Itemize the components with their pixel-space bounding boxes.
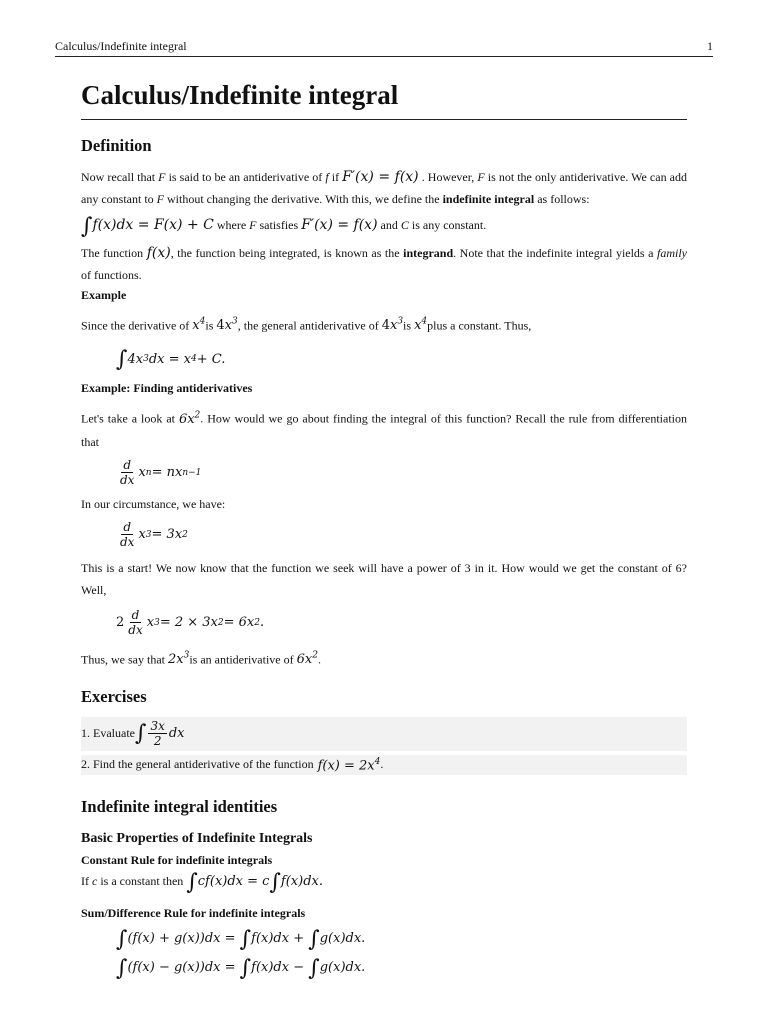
thus-paragraph xyxy=(81,645,687,671)
coef: 4 xyxy=(216,318,225,334)
math: (f(x) − g(x))dx = xyxy=(127,959,236,975)
constant-rule-line xyxy=(81,868,687,896)
term-indefinite-integral: indefinite integral xyxy=(442,192,535,206)
var-F: F xyxy=(477,170,485,184)
math-x: x xyxy=(224,318,233,334)
page-title: Calculus/Indefinite integral xyxy=(81,80,687,120)
math: 2x xyxy=(167,651,184,667)
circumstance-text: In our circumstance, we have: xyxy=(81,496,226,511)
math-6x2 xyxy=(297,652,318,667)
text: Let's take a look at xyxy=(81,411,179,426)
var-F: F xyxy=(158,170,166,184)
text: . How would we go about finding the integral of this function? Recall the rule from differentiation that xyxy=(81,411,687,449)
text: is not the only antiderivative. We can add any constant to xyxy=(81,170,687,206)
fraction-d-dx xyxy=(126,608,144,637)
math-2x3 xyxy=(168,652,189,667)
denominator: dx xyxy=(120,473,135,488)
definition-paragraph xyxy=(81,166,687,210)
numerator: d xyxy=(123,520,132,535)
text: as follows: xyxy=(534,192,590,206)
math-fx: f(x) xyxy=(146,245,171,261)
text: , the function being integrated, is known as the xyxy=(170,246,404,260)
text: satisfies xyxy=(256,218,302,232)
exp: 3 xyxy=(397,317,404,327)
math: x xyxy=(146,615,155,631)
math: 6x xyxy=(178,411,195,427)
sum-rule-heading: Sum/Difference Rule for indefinite integrals xyxy=(81,905,306,920)
exercise-1-text: 1. Evaluate xyxy=(81,726,135,741)
integral-sign: ∫ xyxy=(308,955,320,981)
math: g(x)dx. xyxy=(319,959,366,975)
integral-sign: ∫ xyxy=(269,869,281,895)
text: is an antiderivative of xyxy=(189,651,297,666)
basic-properties-heading: Basic Properties of Indefinite Integrals xyxy=(81,830,313,846)
text: is a constant then xyxy=(97,873,187,888)
text: is said to be an antiderivative of xyxy=(165,170,326,184)
term-integrand: integrand xyxy=(403,246,454,260)
exp: 4 xyxy=(199,317,206,327)
fraction-d-dx xyxy=(118,458,136,487)
text: . Note that the indefinite integral yields a xyxy=(453,246,657,260)
exp: 2 xyxy=(217,617,224,628)
integral-sign: ∫ xyxy=(308,926,320,952)
exp: 3 xyxy=(183,650,190,661)
math-x: x xyxy=(389,318,398,334)
exp: 4 xyxy=(190,354,197,365)
text: The function xyxy=(81,246,147,260)
numerator: d xyxy=(123,458,132,473)
integral-sign: ∫ xyxy=(134,721,147,747)
running-header xyxy=(55,38,713,57)
text: If xyxy=(81,873,92,888)
example-paragraph xyxy=(81,311,687,337)
text: plus a constant. Thus, xyxy=(427,318,532,333)
math: = 2 × 3x xyxy=(159,615,218,631)
math: cf(x)dx = c xyxy=(197,873,270,889)
integral-sign: ∫ xyxy=(116,346,128,372)
math: f(x)dx − xyxy=(251,959,305,975)
page-number: 1 xyxy=(707,39,713,53)
example2-heading: Example: Finding antiderivatives xyxy=(81,381,253,396)
page-body xyxy=(81,80,687,983)
start-paragraph: This is a start! We now know that the function we seek will have a power of 3 in it. How would we get the constant of 6? Well, xyxy=(81,560,687,597)
math: + C. xyxy=(196,351,226,367)
text: if xyxy=(328,170,343,184)
integral-sign: ∫ xyxy=(116,926,128,952)
var-F: F xyxy=(156,192,164,206)
text: , the general antiderivative of xyxy=(237,318,382,333)
exp: 2 xyxy=(182,529,188,540)
text: and xyxy=(377,218,401,232)
math: x xyxy=(138,527,146,543)
constant-rule-heading: Constant Rule for indefinite integrals xyxy=(81,852,273,867)
math-x4 xyxy=(414,318,427,333)
text: . xyxy=(380,757,384,772)
numerator: 3x xyxy=(150,719,165,734)
coef: 4 xyxy=(381,318,390,334)
numerator: d xyxy=(131,608,140,623)
exp: 2 xyxy=(254,617,260,628)
math: 2 xyxy=(116,615,125,631)
power-rule-equation xyxy=(116,455,687,491)
exercise-1 xyxy=(81,717,687,751)
definition-equation-line xyxy=(81,210,687,242)
math-definition: f(x)dx = F(x) + C xyxy=(92,217,214,233)
math-x: x xyxy=(414,318,422,334)
text: Since the derivative of xyxy=(81,318,193,333)
sum-rule-equation xyxy=(116,925,687,954)
fraction-3x-over-2 xyxy=(148,719,166,748)
math: f(x)dx + xyxy=(251,930,305,946)
example2-paragraph xyxy=(81,404,687,452)
math-dx: dx xyxy=(168,726,185,742)
math: dx = x xyxy=(148,351,191,367)
text: is any constant. xyxy=(408,218,487,232)
text: . xyxy=(317,651,321,666)
exp: 3 xyxy=(232,317,238,327)
text: Thus, we say that xyxy=(81,651,168,666)
math-4x3 xyxy=(382,318,403,333)
difference-rule-equation xyxy=(116,954,687,983)
exp: 3 xyxy=(143,354,149,365)
exercises-heading: Exercises xyxy=(81,686,147,706)
math-x: x xyxy=(192,318,200,334)
fraction-d-dx xyxy=(118,520,136,549)
exp: n−1 xyxy=(182,467,202,478)
math: 6x xyxy=(296,651,313,667)
exp: 4 xyxy=(421,317,428,327)
integral-sign: ∫ xyxy=(116,955,128,981)
exp: 2 xyxy=(312,650,318,661)
math: g(x)dx. xyxy=(319,930,366,946)
math: 4x xyxy=(127,351,144,367)
term-family: family xyxy=(657,246,687,260)
scaled-derivative-equation xyxy=(116,605,687,641)
exp: 3 xyxy=(145,529,152,540)
math-fprime: F′(x) = f(x) xyxy=(301,217,378,233)
math: (f(x) + g(x))dx = xyxy=(127,930,236,946)
integral-sign: ∫ xyxy=(239,955,252,981)
denominator: dx xyxy=(128,623,143,638)
integrand-paragraph xyxy=(81,242,687,286)
var-c: c xyxy=(92,873,98,888)
math-fprime: F′(x) = f(x) xyxy=(342,169,419,185)
denominator: 2 xyxy=(153,734,162,749)
math: = nx xyxy=(151,465,183,481)
text: . However, xyxy=(418,170,478,184)
running-title: Calculus/Indefinite integral xyxy=(55,39,187,53)
example-equation xyxy=(116,341,687,377)
math-6x2 xyxy=(179,412,200,427)
integral-sign: ∫ xyxy=(239,926,252,952)
math: f(x) = 2x xyxy=(317,758,375,774)
denominator: dx xyxy=(120,535,135,550)
example-heading: Example xyxy=(81,288,127,302)
identities-heading: Indefinite integral identities xyxy=(81,796,278,816)
definition-heading: Definition xyxy=(81,136,152,155)
math-fx-2x4 xyxy=(317,756,384,774)
exp: 3 xyxy=(154,617,160,628)
exp: n xyxy=(145,467,152,478)
exercise-2 xyxy=(81,755,687,775)
integral-sign: ∫ xyxy=(81,214,93,239)
math-4x3 xyxy=(216,318,237,333)
text: of functions. xyxy=(81,268,142,282)
derivative-x3-equation xyxy=(116,517,687,553)
math: . xyxy=(259,615,265,631)
exercise-2-text: 2. Find the general antiderivative of the function xyxy=(81,757,314,772)
text: is xyxy=(205,318,217,333)
text: is xyxy=(403,318,415,333)
math: = 3x xyxy=(151,527,183,543)
text: without changing the derivative. With this, we define the xyxy=(164,192,443,206)
math: = 6x xyxy=(223,615,255,631)
math: f(x)dx. xyxy=(280,873,323,889)
math: x xyxy=(138,465,146,481)
var-F: F xyxy=(249,218,257,232)
text: where xyxy=(213,218,250,232)
math-x4 xyxy=(192,318,205,333)
exp: 2 xyxy=(194,410,201,421)
var-f: f xyxy=(325,170,329,184)
var-C: C xyxy=(400,218,409,232)
integral-sign: ∫ xyxy=(186,869,198,895)
exp: 4 xyxy=(374,756,381,767)
text: Now recall that xyxy=(81,170,159,184)
